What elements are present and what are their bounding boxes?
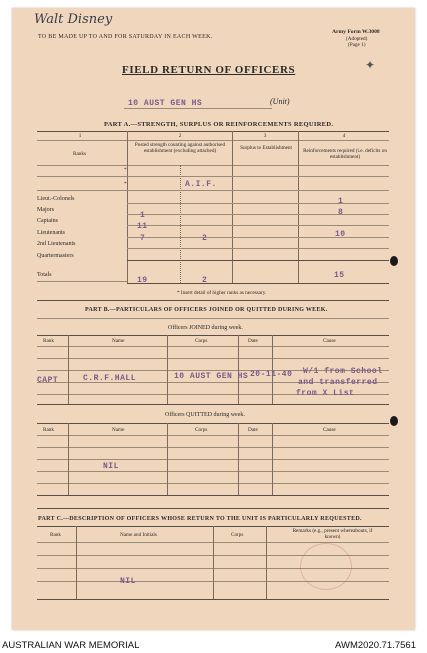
total-reinforcements: 15 xyxy=(334,271,345,280)
joined-col-rank: Rank xyxy=(43,338,54,344)
rank-label-quartermasters: Quartermasters xyxy=(37,253,74,259)
footer-credit: AUSTRALIAN WAR MEMORIAL xyxy=(2,640,140,651)
form-page: (Page 1) xyxy=(348,42,366,48)
part-a-row-rule xyxy=(127,203,389,204)
quitted-top-rule xyxy=(37,423,389,424)
reinf-lieut-colonels: 1 xyxy=(338,197,344,206)
form-title: FIELD RETURN OF OFFICERS xyxy=(122,64,296,76)
quitted-row-rule xyxy=(37,447,389,448)
part-c-col-divider xyxy=(76,526,77,599)
quitted-col-rank: Rank xyxy=(43,427,54,433)
part-b-top-rule xyxy=(37,300,389,301)
joined-col-divider xyxy=(167,335,168,404)
part-c-bottom-rule xyxy=(37,599,389,600)
faded-stamp xyxy=(300,543,352,590)
total-posted-left: 19 xyxy=(137,276,148,285)
quitted-col-divider xyxy=(68,423,69,495)
part-b-heading: PART B.—PARTICULARS OF OFFICERS JOINED OR QUITTED DURING WEEK. xyxy=(85,307,328,313)
rank-label-lieut-colonels: Lieut.-Colonels xyxy=(37,196,75,202)
joined-header-rule xyxy=(37,346,389,347)
quitted-bottom-rule xyxy=(37,495,389,496)
quitted-col-divider xyxy=(238,423,239,495)
joined-row-rule xyxy=(37,358,389,359)
footnote: * Insert detail of higher ranks as necessary. xyxy=(177,290,267,296)
punch-hole xyxy=(390,256,398,266)
joined-bottom-rule xyxy=(37,404,389,405)
joined-title: Officers JOINED during week. xyxy=(168,325,243,331)
part-a-row-rule xyxy=(127,237,389,238)
part-a-heading: PART A.—STRENGTH, SURPLUS OR REINFORCEMENTS REQUIRED. xyxy=(104,121,334,128)
part-a-col-subdivider xyxy=(180,165,181,283)
part-c-col-remarks: Remarks (e.g., present whereabouts, if known) xyxy=(292,528,373,540)
part-c-col-divider xyxy=(266,526,267,599)
signature: Walt Disney xyxy=(34,12,113,27)
posted-captains: 11 xyxy=(137,222,148,231)
quitted-col-divider xyxy=(167,423,168,495)
joined-corps: 10 AUST GEN HS xyxy=(174,372,249,381)
quitted-nil: NIL xyxy=(103,462,119,471)
part-a-top-rule xyxy=(37,131,389,132)
reinf-lieutenants: 10 xyxy=(335,230,346,239)
col-header-surplus: Surplus to Establishment xyxy=(240,145,292,151)
col-header-reinforcements: Reinforcements required (i.e. deficits on establishment) xyxy=(303,148,387,160)
quitted-col-corps: Corps xyxy=(195,427,208,433)
part-a-header-rule xyxy=(37,165,389,166)
rank-label-captains: Captains xyxy=(37,218,58,224)
part-c-col-name: Name and Initials xyxy=(120,532,157,538)
footer-accession: AWM2020.71.7561 xyxy=(335,640,416,651)
col-header-ranks: Ranks xyxy=(73,151,86,157)
quitted-row-rule xyxy=(37,483,389,484)
part-a-num-rule xyxy=(37,140,389,141)
part-a-row-rule xyxy=(127,225,389,226)
part-c-nil: NIL xyxy=(120,577,136,586)
totals-label-rule xyxy=(37,281,127,282)
total-posted-right: 2 xyxy=(202,276,208,285)
part-c-col-corps: Corps xyxy=(231,532,244,538)
part-b-heading-rule xyxy=(37,318,389,319)
quitted-header-rule xyxy=(37,435,389,436)
col-number-1: 1 xyxy=(78,133,82,139)
unit-value: 10 AUST GEN HS xyxy=(128,99,203,108)
part-a-row-rule xyxy=(37,190,389,191)
asterisk-mark: * xyxy=(124,181,127,187)
posted-lieutenants: 7 xyxy=(140,234,146,243)
unit-underline xyxy=(124,108,272,109)
top-instruction: TO BE MADE UP TO AND FOR SATURDAY IN EACH WEEK. xyxy=(38,34,213,40)
form-number: Army Form W.3008 xyxy=(332,29,380,35)
quitted-row-rule xyxy=(37,471,389,472)
reinf-majors: 8 xyxy=(338,208,344,217)
rank-label-2nd-lieutenants: 2nd Lieutenants xyxy=(37,241,76,247)
asterisk-mark: * xyxy=(124,167,127,173)
joined-cause-line-2: and transferred xyxy=(298,378,378,387)
part-c-col-divider xyxy=(213,526,214,599)
punch-hole xyxy=(390,416,398,426)
joined-rank: CAPT xyxy=(37,376,59,385)
col-number-4: 4 xyxy=(342,133,346,139)
joined-col-divider xyxy=(238,335,239,404)
totals-label: Totals xyxy=(37,272,52,278)
part-c-col-rank: Rank xyxy=(50,532,61,538)
joined-date: 20-11-40 xyxy=(250,370,293,379)
quitted-title: Officers QUITTED during week. xyxy=(165,412,245,418)
sparkle-icon: ✦ xyxy=(365,58,376,72)
part-a-row-rule xyxy=(127,214,389,215)
joined-col-divider xyxy=(68,335,69,404)
joined-col-corps: Corps xyxy=(195,338,208,344)
joined-cause-line-1: W/1 from School xyxy=(303,367,383,376)
col-number-2: 2 xyxy=(178,133,182,139)
quitted-row-rule xyxy=(37,459,389,460)
quitted-col-cause: Cause xyxy=(323,427,336,433)
joined-top-rule xyxy=(37,335,389,336)
posted-majors: 1 xyxy=(140,211,146,220)
joined-col-cause: Cause xyxy=(323,338,336,344)
posted-lieutenants-right: 2 xyxy=(202,234,208,243)
unit-label: (Unit) xyxy=(270,97,290,106)
aif-stamp: A.I.F. xyxy=(185,180,217,189)
joined-name: C.R.F.HALL xyxy=(83,374,137,383)
part-a-row-rule xyxy=(127,248,389,249)
joined-col-date: Date xyxy=(248,338,258,344)
rank-label-lieutenants: Lieutenants xyxy=(37,230,65,236)
form-adopted: (Adopted) xyxy=(346,36,368,42)
col-header-posted: Posted strength counting against authorised establishment (excluding attached) xyxy=(134,142,226,154)
joined-col-name: Name xyxy=(112,338,125,344)
part-a-row-rule xyxy=(37,176,389,177)
part-c-top-rule xyxy=(37,508,389,509)
quitted-col-date: Date xyxy=(248,427,258,433)
joined-cause-line-3: from X List xyxy=(296,389,355,398)
rank-label-majors: Majors xyxy=(37,207,54,213)
part-a-bottom-rule xyxy=(127,283,389,284)
part-c-heading: PART C.—DESCRIPTION OF OFFICERS WHOSE RETURN TO THE UNIT IS PARTICULARLY REQUESTED. xyxy=(38,516,362,522)
part-a-totals-rule xyxy=(127,260,389,261)
col-number-3: 3 xyxy=(263,133,267,139)
quitted-col-name: Name xyxy=(112,427,125,433)
quitted-col-divider xyxy=(272,423,273,495)
